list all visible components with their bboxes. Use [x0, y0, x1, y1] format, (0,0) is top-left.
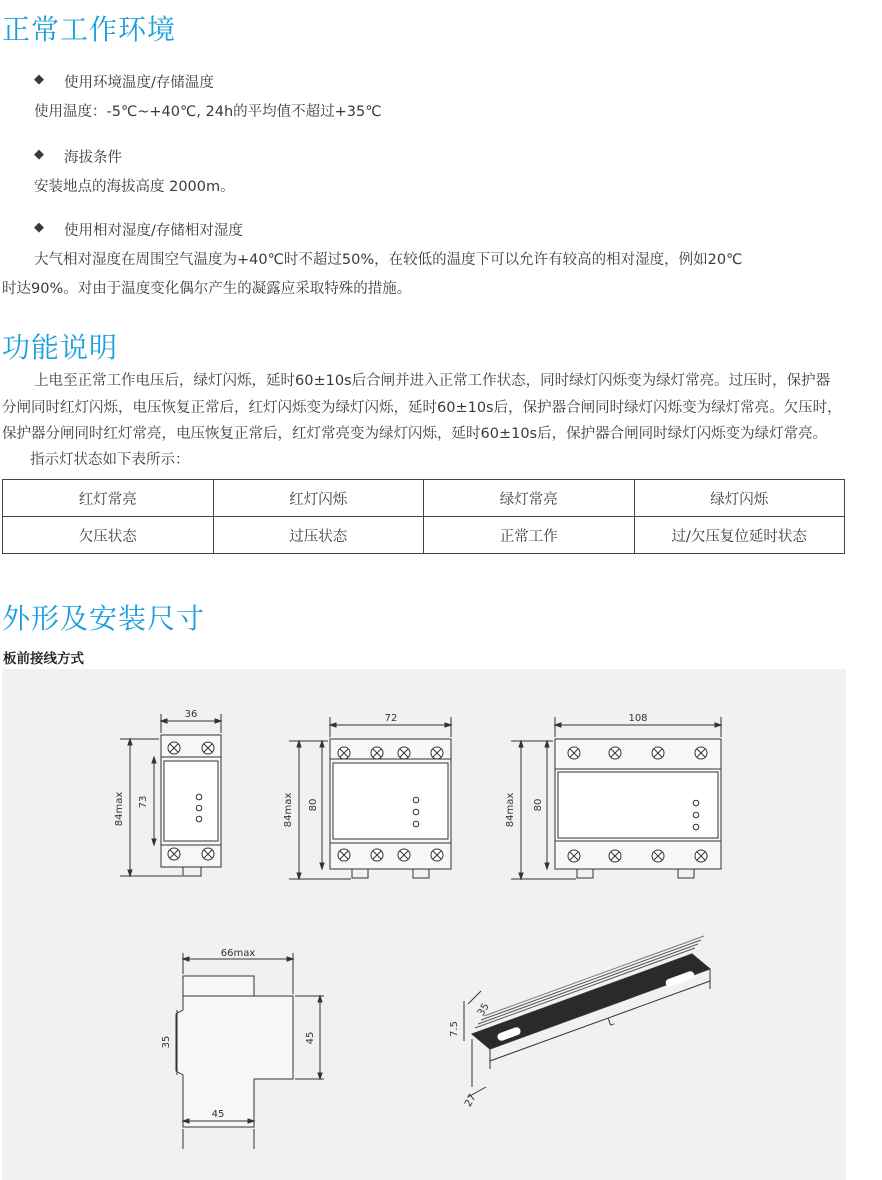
indicator-led-icon [196, 805, 202, 811]
dim-label-rail-length: L [606, 1016, 616, 1029]
indicator-led-icon [196, 794, 202, 800]
dim-label-66max: 66max [220, 948, 256, 959]
dim-label-108: 108 [628, 713, 648, 724]
terminal-screw-icon [371, 849, 383, 861]
dim-label-35: 35 [161, 1035, 172, 1049]
dim-label-84max: 84max [505, 792, 516, 828]
dim-label-73: 73 [138, 795, 149, 809]
section-title-environment: 正常工作环境 [2, 13, 177, 46]
dim-label-80: 80 [533, 798, 544, 812]
terminal-screw-icon [202, 742, 214, 754]
dim-label-rail-27: 27 [462, 1092, 479, 1110]
dim-label-rail-7-5: 7.5 [449, 1021, 460, 1037]
terminal-screw-icon [398, 849, 410, 861]
terminal-screw-icon [371, 747, 383, 759]
dim-label-72: 72 [384, 713, 398, 724]
table-cell: 红灯常亮 [3, 480, 214, 517]
item-text-humidity-line2: 时达90%。对由于温度变化偶尔产生的凝露应采取特殊的措施。 [2, 281, 412, 297]
terminal-screw-icon [609, 850, 621, 862]
item-text-humidity-line1: 大气相对湿度在周围空气温度为+40℃时不超过50%，在较低的温度下可以允许有较高的相对湿度，例如20℃ [34, 252, 743, 268]
table-cell: 正常工作 [424, 517, 635, 554]
dimension-drawing-panel [2, 669, 846, 1180]
item-text-temperature: 使用温度：-5℃~+40℃, 24h的平均值不超过+35℃ [34, 104, 382, 120]
item-text-altitude: 安装地点的海拔高度 2000m。 [34, 179, 235, 195]
terminal-screw-icon [695, 747, 707, 759]
terminal-screw-icon [168, 848, 180, 860]
indicator-led-icon [413, 821, 419, 827]
terminal-screw-icon [609, 747, 621, 759]
profile-drawing [176, 953, 324, 1149]
bullet-icon: ◆ [34, 220, 44, 235]
dim-label-84max: 84max [114, 791, 125, 827]
item-heading-temperature: 使用环境温度/存储温度 [64, 75, 214, 91]
table-intro: 指示灯状态如下表所示： [30, 452, 190, 468]
bullet-icon: ◆ [34, 147, 44, 162]
terminal-screw-icon [168, 742, 180, 754]
table-row [3, 517, 845, 554]
table-cell: 过压状态 [213, 517, 424, 554]
terminal-screw-icon [338, 747, 350, 759]
indicator-led-icon [196, 816, 202, 822]
terminal-screw-icon [202, 848, 214, 860]
module-2p-drawing [289, 717, 451, 879]
function-paragraph-line3: 保护器分闸同时红灯常亮，电压恢复正常后，红灯常亮变为绿灯闪烁，延时60±10s后，保护器合闸同时绿灯闪烁变为绿灯常亮。 [2, 426, 828, 442]
dim-label-45: 45 [305, 1031, 316, 1045]
table-cell: 欠压状态 [3, 517, 214, 554]
indicator-led-icon [693, 812, 699, 818]
indicator-led-icon [413, 797, 419, 803]
dim-label-rail-35: 35 [475, 1001, 492, 1019]
terminal-screw-icon [568, 850, 580, 862]
indicator-led-icon [693, 800, 699, 806]
bullet-icon: ◆ [34, 72, 44, 87]
dim-label-80: 80 [308, 798, 319, 812]
terminal-screw-icon [568, 747, 580, 759]
terminal-screw-icon [695, 850, 707, 862]
section-title-function: 功能说明 [2, 331, 119, 364]
dimension-drawing [2, 669, 846, 1180]
dim-label-45: 45 [211, 1109, 225, 1120]
function-paragraph-line2: 分闸同时红灯闪烁，电压恢复正常后，红灯闪烁变为绿灯闪烁，延时60±10s后，保护器合闸同时绿灯闪烁变为绿灯常亮。欠压时， [2, 400, 842, 416]
table-cell: 绿灯闪烁 [634, 480, 845, 517]
terminal-screw-icon [398, 747, 410, 759]
section-subtitle-wiring: 板前接线方式 [3, 651, 84, 667]
din-rail-drawing [464, 936, 710, 1097]
dim-label-36: 36 [184, 709, 198, 720]
indicator-state-table [2, 479, 845, 554]
table-row [3, 480, 845, 517]
terminal-screw-icon [652, 850, 664, 862]
indicator-led-icon [693, 824, 699, 830]
item-heading-humidity: 使用相对湿度/存储相对湿度 [64, 223, 243, 239]
table-cell: 红灯闪烁 [213, 480, 424, 517]
section-title-dimensions: 外形及安装尺寸 [2, 602, 206, 635]
dim-label-84max: 84max [283, 792, 294, 828]
function-paragraph-line1: 上电至正常工作电压后，绿灯闪烁，延时60±10s后合闸并进入正常工作状态，同时绿灯闪烁变为绿灯常亮。过压时，保护器 [34, 373, 831, 389]
table-cell: 过/欠压复位延时状态 [634, 517, 845, 554]
indicator-led-icon [413, 809, 419, 815]
item-heading-altitude: 海拔条件 [64, 150, 122, 166]
terminal-screw-icon [338, 849, 350, 861]
terminal-screw-icon [431, 747, 443, 759]
terminal-screw-icon [652, 747, 664, 759]
terminal-screw-icon [431, 849, 443, 861]
table-cell: 绿灯常亮 [424, 480, 635, 517]
